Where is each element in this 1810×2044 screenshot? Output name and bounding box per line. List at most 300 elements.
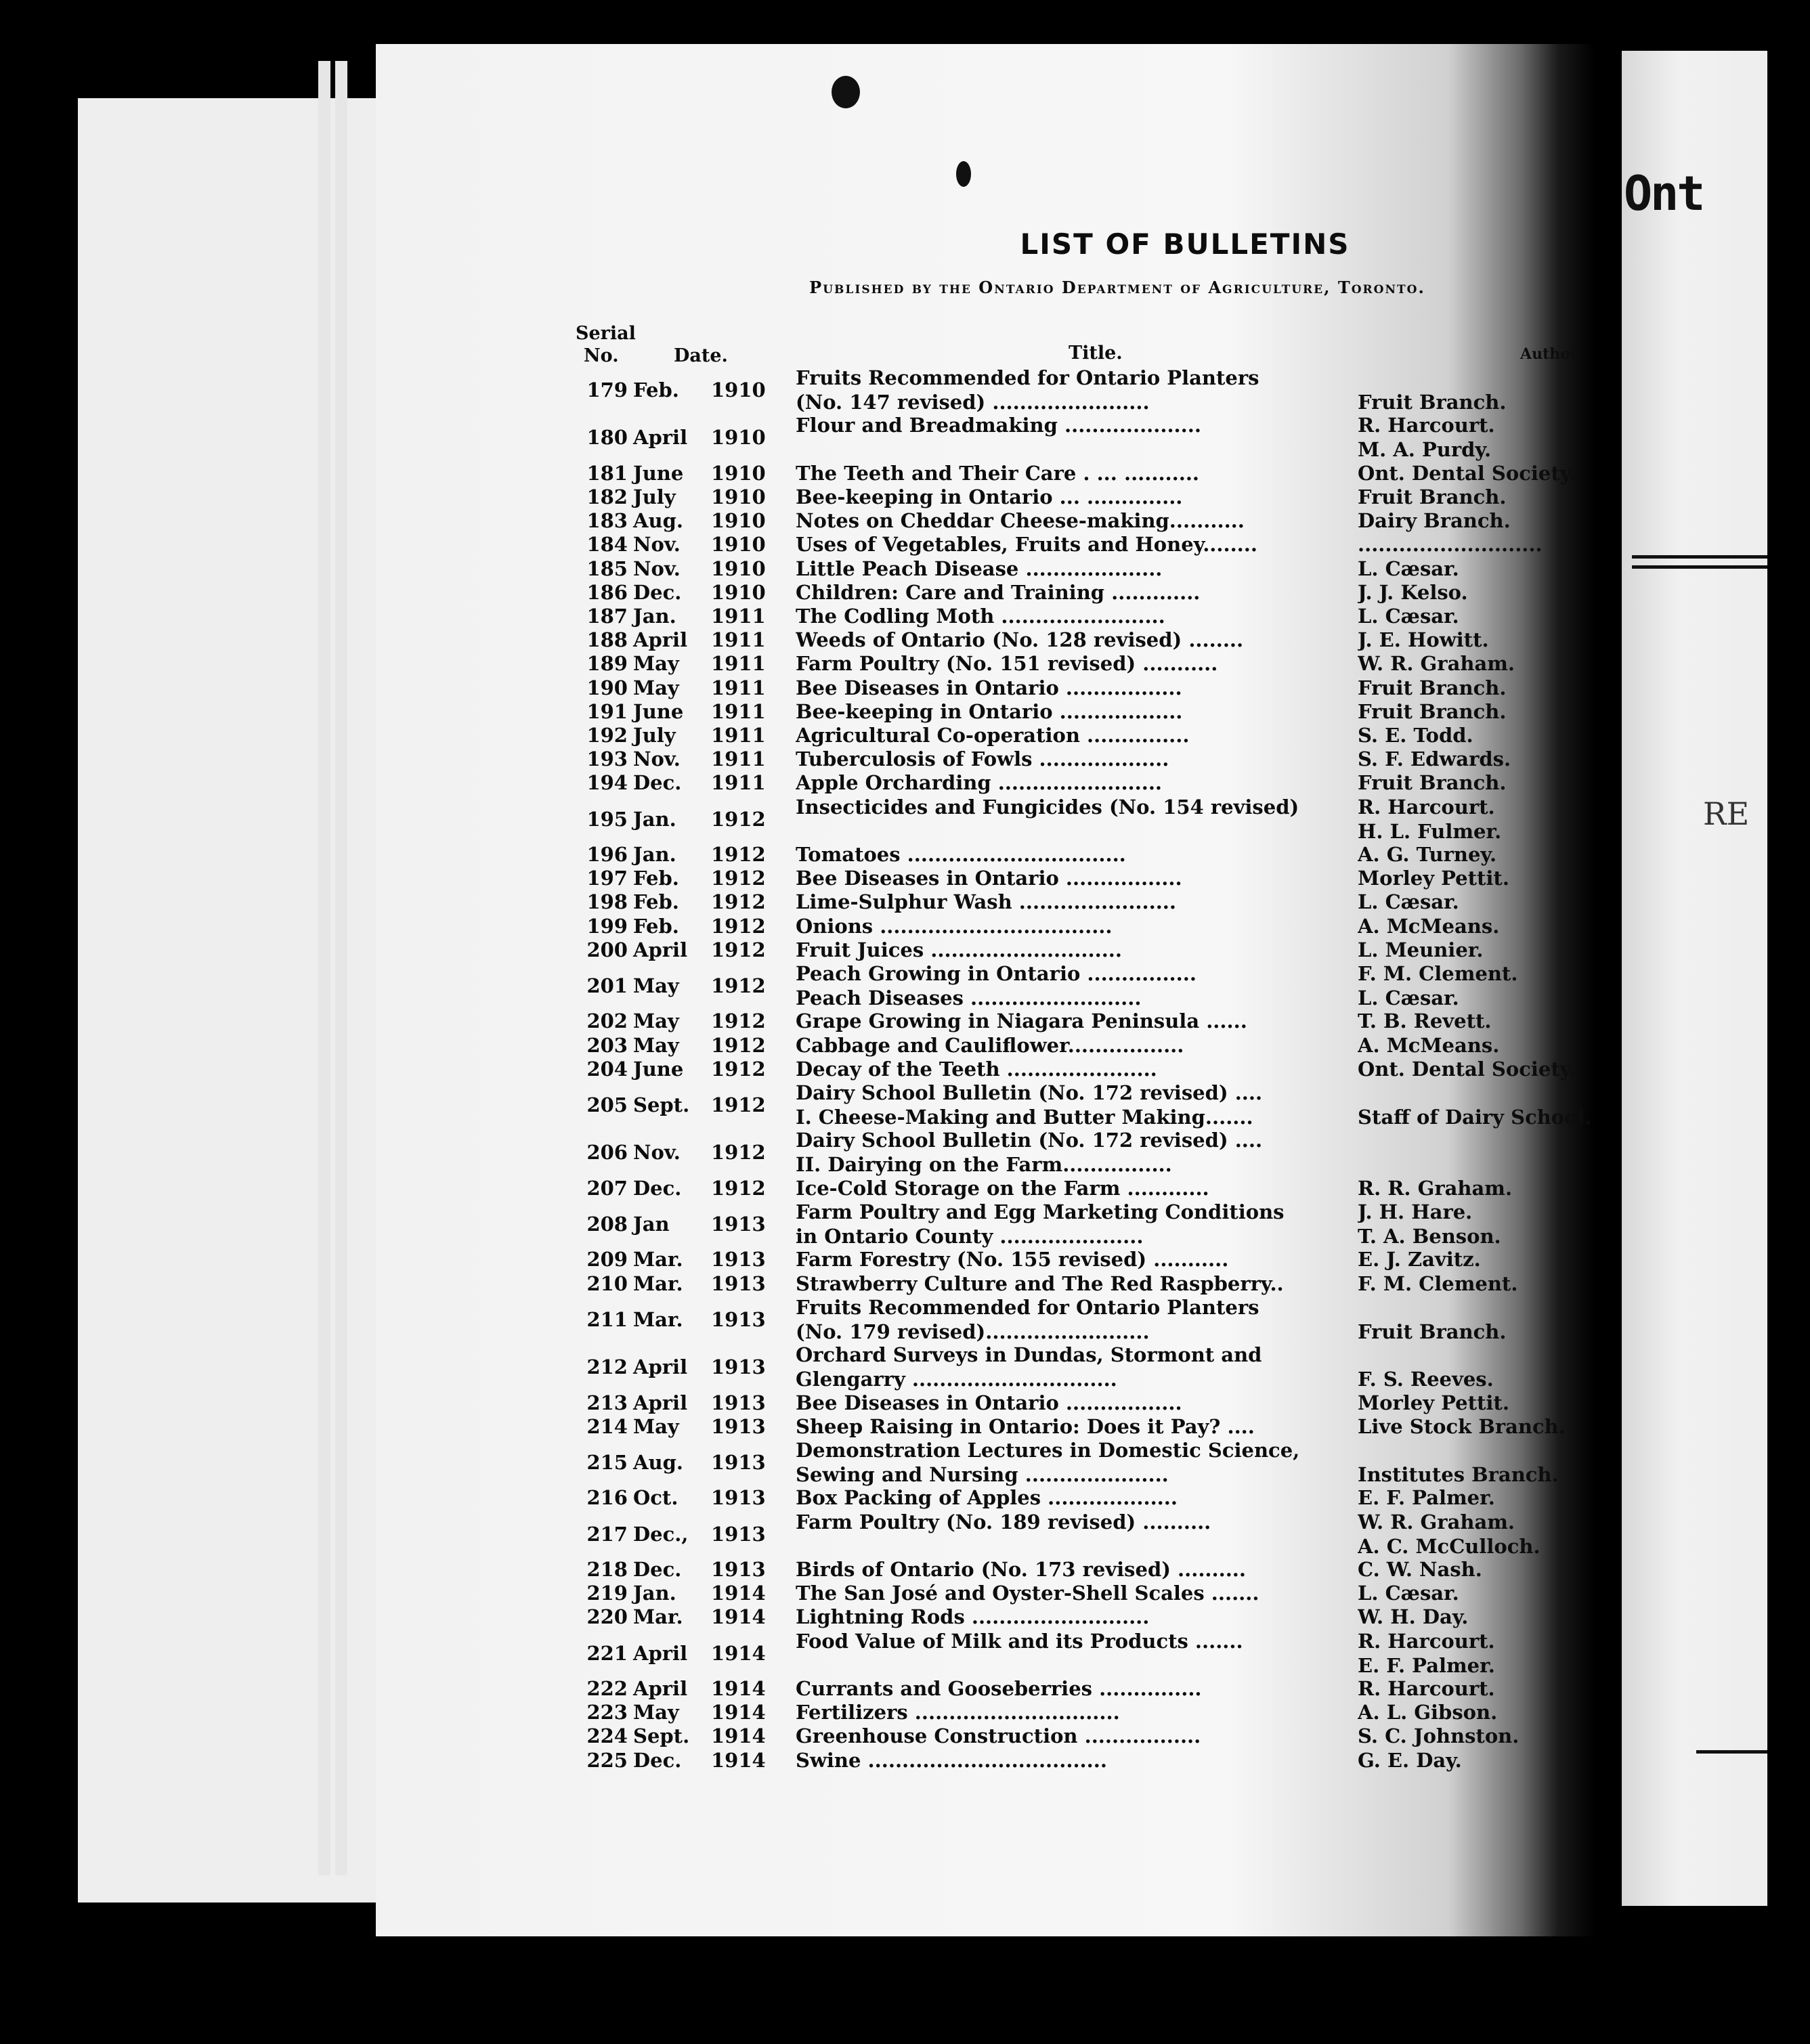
date-year: 1914 bbox=[711, 1582, 766, 1605]
date-year: 1913 bbox=[711, 1391, 766, 1414]
serial-number: 215 bbox=[586, 1451, 628, 1474]
bulletin-title: Demonstration Lectures in Domestic Science, bbox=[796, 1439, 1300, 1462]
date-year: 1914 bbox=[711, 1701, 766, 1724]
serial-number: 218 bbox=[586, 1558, 628, 1581]
date-year: 1912 bbox=[711, 867, 766, 890]
date-year: 1913 bbox=[711, 1486, 766, 1510]
bulletin-author: J. H. Hare. bbox=[1358, 1200, 1473, 1223]
bulletin-title: Fruits Recommended for Ontario Planters bbox=[796, 366, 1259, 389]
date-header: Date. bbox=[674, 345, 728, 366]
serial-number: 212 bbox=[586, 1355, 628, 1379]
bulletin-title: Onions .................................. bbox=[796, 914, 1113, 938]
date-year: 1910 bbox=[711, 533, 766, 557]
bulletin-row bbox=[0, 1557, 1810, 1582]
bulletin-title: Bee-keeping in Ontario ... .............. bbox=[796, 485, 1183, 508]
bulletin-author: L. Cæsar. bbox=[1358, 890, 1459, 914]
date-month: Dec. bbox=[633, 580, 682, 604]
bulletin-author: F. M. Clement. bbox=[1358, 1271, 1518, 1295]
serial-number: 179 bbox=[586, 378, 628, 401]
serial-number: 204 bbox=[586, 1057, 628, 1081]
date-month: Nov. bbox=[633, 747, 681, 771]
bulletin-author: G. E. Day. bbox=[1358, 1748, 1462, 1772]
serial-number: 202 bbox=[586, 1009, 628, 1033]
bulletin-author-line2: L. Cæsar. bbox=[1358, 986, 1459, 1009]
bulletin-title: Farm Forestry (No. 155 revised) ........... bbox=[796, 1248, 1229, 1271]
date-year: 1911 bbox=[711, 699, 766, 723]
bulletin-title: Birds of Ontario (No. 173 revised) .......... bbox=[796, 1558, 1247, 1581]
bulletin-author-line2: M. A. Purdy. bbox=[1358, 438, 1492, 462]
serial-number: 186 bbox=[586, 580, 628, 604]
date-month: Mar. bbox=[633, 1271, 683, 1295]
bulletin-title: Little Peach Disease .................... bbox=[796, 557, 1163, 580]
bulletin-author: Fruit Branch. bbox=[1358, 485, 1507, 508]
bulletin-author: R. Harcourt. bbox=[1358, 414, 1495, 437]
bulletin-author: F. M. Clement. bbox=[1358, 962, 1518, 985]
date-month: April bbox=[633, 426, 688, 450]
serial-number: 210 bbox=[586, 1271, 628, 1295]
bulletin-title: The San José and Oyster-Shell Scales ....... bbox=[796, 1582, 1259, 1605]
date-year: 1913 bbox=[711, 1558, 766, 1581]
bulletin-row bbox=[0, 1295, 1810, 1344]
bulletin-author: S. C. Johnston. bbox=[1358, 1724, 1520, 1748]
bulletin-title-line2: I. Cheese-Making and Butter Making....... bbox=[796, 1106, 1253, 1129]
bulletin-row bbox=[0, 532, 1810, 557]
bulletin-row bbox=[0, 1343, 1810, 1391]
bulletin-title: Insecticides and Fungicides (No. 154 revised) bbox=[796, 795, 1299, 819]
bulletin-title: Strawberry Culture and The Red Raspberry.. bbox=[796, 1271, 1284, 1295]
bulletin-title: Farm Poultry and Egg Marketing Conditions bbox=[796, 1200, 1285, 1223]
bulletin-row bbox=[0, 1510, 1810, 1559]
date-month: Feb. bbox=[633, 914, 679, 938]
bulletin-row bbox=[0, 1009, 1810, 1033]
bulletin-title: Flour and Breadmaking .................... bbox=[796, 414, 1201, 437]
serial-number: 203 bbox=[586, 1033, 628, 1057]
serial-number: 221 bbox=[586, 1641, 628, 1665]
date-year: 1913 bbox=[711, 1522, 766, 1546]
page-subtitle: Published by the Ontario Department of Agriculture, Toronto. bbox=[809, 278, 1425, 297]
bulletin-row bbox=[0, 1581, 1810, 1605]
bulletin-title-line2: Glengarry .............................. bbox=[796, 1368, 1117, 1391]
serial-number: 223 bbox=[586, 1701, 628, 1724]
serial-number: 200 bbox=[586, 938, 628, 961]
date-month: Jan. bbox=[633, 807, 676, 831]
bulletin-title: Fruits Recommended for Ontario Planters bbox=[796, 1295, 1259, 1319]
bulletin-title: Orchard Surveys in Dundas, Stormont and bbox=[796, 1343, 1262, 1367]
bulletin-author-line2: Fruit Branch. bbox=[1358, 391, 1507, 414]
date-year: 1912 bbox=[711, 890, 766, 914]
date-month: Nov. bbox=[633, 557, 681, 580]
bulletin-title: Bee Diseases in Ontario ................. bbox=[796, 867, 1182, 890]
date-month: Sept. bbox=[633, 1724, 690, 1748]
bulletin-author: R. Harcourt. bbox=[1358, 795, 1495, 819]
bulletin-title: Grape Growing in Niagara Peninsula ...... bbox=[796, 1009, 1247, 1033]
serial-number: 193 bbox=[586, 747, 628, 771]
bulletin-row bbox=[0, 604, 1810, 628]
date-month: Aug. bbox=[633, 1451, 683, 1474]
serial-number: 198 bbox=[586, 890, 628, 914]
bulletin-row bbox=[0, 1724, 1810, 1748]
bulletin-title: Decay of the Teeth ...................... bbox=[796, 1057, 1157, 1081]
date-year: 1911 bbox=[711, 628, 766, 652]
serial-number: 182 bbox=[586, 485, 628, 508]
bulletin-author: Fruit Branch. bbox=[1358, 699, 1507, 723]
date-year: 1913 bbox=[711, 1451, 766, 1474]
serial-number: 207 bbox=[586, 1176, 628, 1200]
bulletin-author: ........................... bbox=[1358, 533, 1543, 557]
bulletin-author: L. Cæsar. bbox=[1358, 1582, 1459, 1605]
serial-number: 188 bbox=[586, 628, 628, 652]
serial-number: 214 bbox=[586, 1414, 628, 1438]
date-year: 1912 bbox=[711, 1176, 766, 1200]
bulletin-author-line2: Staff of Dairy School. bbox=[1358, 1106, 1592, 1129]
date-month: April bbox=[633, 628, 688, 652]
serial-no-header: No. bbox=[584, 345, 619, 366]
serial-number: 206 bbox=[586, 1141, 628, 1165]
date-month: April bbox=[633, 1641, 688, 1665]
bulletin-title: Greenhouse Construction ................. bbox=[796, 1724, 1201, 1748]
bulletin-author-line2: T. A. Benson. bbox=[1358, 1225, 1501, 1248]
date-year: 1913 bbox=[711, 1307, 766, 1331]
bulletin-title: Sheep Raising in Ontario: Does it Pay? .... bbox=[796, 1414, 1255, 1438]
bulletin-title: Children: Care and Training ............. bbox=[796, 580, 1201, 604]
date-year: 1912 bbox=[711, 1057, 766, 1081]
bulletin-author: Fruit Branch. bbox=[1358, 771, 1507, 795]
serial-number: 201 bbox=[586, 974, 628, 997]
date-month: June bbox=[633, 461, 684, 485]
bulletin-title: Lime-Sulphur Wash ....................... bbox=[796, 890, 1177, 914]
bulletin-title: Lightning Rods .......................... bbox=[796, 1605, 1150, 1629]
bulletin-title: Weeds of Ontario (No. 128 revised) ........ bbox=[796, 628, 1244, 652]
date-year: 1910 bbox=[711, 580, 766, 604]
date-month: Nov. bbox=[633, 1141, 681, 1165]
date-month: Aug. bbox=[633, 509, 683, 533]
serial-number: 208 bbox=[586, 1213, 628, 1236]
bulletin-title: Notes on Cheddar Cheese-making........... bbox=[796, 509, 1245, 533]
bulletin-row bbox=[0, 461, 1810, 485]
bulletin-row bbox=[0, 866, 1810, 890]
serial-number: 211 bbox=[586, 1307, 628, 1331]
bulletin-row bbox=[0, 676, 1810, 700]
bulletin-author: R. Harcourt. bbox=[1358, 1629, 1495, 1653]
date-month: May bbox=[633, 1701, 679, 1724]
date-month: July bbox=[633, 724, 676, 747]
bulletin-author: Fruit Branch. bbox=[1358, 676, 1507, 699]
bulletin-author: L. Meunier. bbox=[1358, 938, 1484, 961]
bulletin-title: The Codling Moth ........................ bbox=[796, 605, 1165, 628]
serial-number: 217 bbox=[586, 1522, 628, 1546]
bulletin-row bbox=[0, 1057, 1810, 1081]
bulletin-row bbox=[0, 1271, 1810, 1296]
date-month: May bbox=[633, 676, 679, 699]
bulletin-row bbox=[0, 699, 1810, 724]
facing-page-heading: Ont bbox=[1624, 166, 1704, 221]
bulletin-author-line2: Fruit Branch. bbox=[1358, 1320, 1507, 1343]
bulletin-row bbox=[0, 723, 1810, 747]
bulletin-author: L. Cæsar. bbox=[1358, 557, 1459, 580]
date-year: 1912 bbox=[711, 914, 766, 938]
date-year: 1914 bbox=[711, 1748, 766, 1772]
bulletin-author: C. W. Nash. bbox=[1358, 1558, 1482, 1581]
date-month: May bbox=[633, 1033, 679, 1057]
bulletin-row bbox=[0, 628, 1810, 652]
bulletin-row bbox=[0, 508, 1810, 533]
bulletin-author: S. E. Todd. bbox=[1358, 724, 1473, 747]
serial-number: 181 bbox=[586, 461, 628, 485]
bulletin-title: Bee Diseases in Ontario ................. bbox=[796, 1391, 1182, 1414]
bulletin-row bbox=[0, 1748, 1810, 1773]
title-header: Title. bbox=[1069, 343, 1123, 364]
bulletin-row bbox=[0, 557, 1810, 581]
bulletin-author-line2: F. S. Reeves. bbox=[1358, 1368, 1494, 1391]
bulletin-title: Uses of Vegetables, Fruits and Honey........ bbox=[796, 533, 1257, 557]
date-year: 1910 bbox=[711, 461, 766, 485]
bulletin-title: Fertilizers .............................. bbox=[796, 1701, 1120, 1724]
bulletin-author: A. L. Gibson. bbox=[1358, 1701, 1498, 1724]
bulletin-row bbox=[0, 747, 1810, 771]
date-year: 1914 bbox=[711, 1641, 766, 1665]
bulletin-row bbox=[0, 366, 1810, 414]
bulletin-row bbox=[0, 938, 1810, 962]
date-year: 1911 bbox=[711, 771, 766, 795]
serial-number: 196 bbox=[586, 843, 628, 866]
bulletin-row bbox=[0, 1128, 1810, 1177]
date-month: April bbox=[633, 1391, 688, 1414]
date-year: 1910 bbox=[711, 557, 766, 580]
date-year: 1912 bbox=[711, 938, 766, 961]
serial-number: 216 bbox=[586, 1486, 628, 1510]
date-year: 1913 bbox=[711, 1355, 766, 1379]
date-month: Feb. bbox=[633, 890, 679, 914]
bulletin-author-line2: H. L. Fulmer. bbox=[1358, 819, 1502, 843]
bulletin-row bbox=[0, 1676, 1810, 1701]
date-year: 1913 bbox=[711, 1271, 766, 1295]
bulletin-author-line2: A. C. McCulloch. bbox=[1358, 1534, 1540, 1558]
bulletin-author: A. G. Turney. bbox=[1358, 843, 1497, 866]
bulletin-row bbox=[0, 651, 1810, 676]
bulletin-title: Bee Diseases in Ontario ................. bbox=[796, 676, 1182, 699]
date-month: Dec. bbox=[633, 771, 682, 795]
bulletin-title-line2: II. Dairying on the Farm................ bbox=[796, 1153, 1172, 1177]
date-year: 1911 bbox=[711, 605, 766, 628]
date-month: April bbox=[633, 1677, 688, 1700]
bulletin-title: The Teeth and Their Care . ... ........... bbox=[796, 461, 1200, 485]
bulletin-row bbox=[0, 1438, 1810, 1487]
date-year: 1914 bbox=[711, 1724, 766, 1748]
bulletin-title: Ice-Cold Storage on the Farm ............ bbox=[796, 1176, 1209, 1200]
date-year: 1914 bbox=[711, 1605, 766, 1629]
bulletin-row bbox=[0, 1414, 1810, 1439]
bulletin-row bbox=[0, 1081, 1810, 1129]
bulletin-title: Swine ................................... bbox=[796, 1748, 1107, 1772]
serial-number: 183 bbox=[586, 509, 628, 533]
date-year: 1911 bbox=[711, 747, 766, 771]
bulletin-author: R. R. Graham. bbox=[1358, 1176, 1513, 1200]
serial-number: 185 bbox=[586, 557, 628, 580]
date-month: Dec., bbox=[633, 1522, 689, 1546]
serial-number: 213 bbox=[586, 1391, 628, 1414]
bulletin-row bbox=[0, 485, 1810, 509]
serial-number: 180 bbox=[586, 426, 628, 450]
bulletin-author: J. E. Howitt. bbox=[1358, 628, 1489, 652]
bulletin-author: T. B. Revett. bbox=[1358, 1009, 1492, 1033]
date-month: April bbox=[633, 1355, 688, 1379]
serial-number: 194 bbox=[586, 771, 628, 795]
bulletin-author: E. J. Zavitz. bbox=[1358, 1248, 1481, 1271]
date-year: 1912 bbox=[711, 1141, 766, 1165]
serial-number: 184 bbox=[586, 533, 628, 557]
date-month: Jan bbox=[633, 1213, 670, 1236]
date-month: April bbox=[633, 938, 688, 961]
serial-number: 192 bbox=[586, 724, 628, 747]
date-month: Mar. bbox=[633, 1307, 683, 1331]
serial-number: 205 bbox=[586, 1093, 628, 1116]
author-header: Author. bbox=[1520, 345, 1582, 363]
bulletin-row bbox=[0, 1629, 1810, 1678]
bulletin-row bbox=[0, 890, 1810, 914]
date-month: Jan. bbox=[633, 1582, 676, 1605]
bulletin-title: Bee-keeping in Ontario .................. bbox=[796, 699, 1183, 723]
bulletin-author: W. R. Graham. bbox=[1358, 1510, 1515, 1534]
bulletin-author: W. R. Graham. bbox=[1358, 652, 1515, 676]
date-month: May bbox=[633, 1414, 679, 1438]
bulletin-author: A. McMeans. bbox=[1358, 914, 1500, 938]
date-year: 1912 bbox=[711, 1009, 766, 1033]
bulletin-row bbox=[0, 914, 1810, 938]
date-year: 1913 bbox=[711, 1213, 766, 1236]
date-month: Sept. bbox=[633, 1093, 690, 1116]
serial-number: 220 bbox=[586, 1605, 628, 1629]
date-month: May bbox=[633, 974, 679, 997]
serial-number: 224 bbox=[586, 1724, 628, 1748]
bulletin-author-line2: E. F. Palmer. bbox=[1358, 1653, 1495, 1677]
bulletin-author: Live Stock Branch. bbox=[1358, 1414, 1566, 1438]
bulletin-row bbox=[0, 580, 1810, 605]
bulletin-author: J. J. Kelso. bbox=[1358, 580, 1468, 604]
date-month: Mar. bbox=[633, 1605, 683, 1629]
bulletin-row bbox=[0, 1200, 1810, 1248]
serial-number: 209 bbox=[586, 1248, 628, 1271]
date-year: 1912 bbox=[711, 974, 766, 997]
bulletin-author: Ont. Dental Society. bbox=[1358, 461, 1576, 485]
bulletin-title: Food Value of Milk and its Products ....... bbox=[796, 1629, 1243, 1653]
bulletin-row bbox=[0, 842, 1810, 867]
bulletin-title-line2: (No. 179 revised)........................ bbox=[796, 1320, 1150, 1343]
bulletin-author: R. Harcourt. bbox=[1358, 1677, 1495, 1700]
date-month: Dec. bbox=[633, 1558, 682, 1581]
date-month: May bbox=[633, 1009, 679, 1033]
bulletin-author: W. H. Day. bbox=[1358, 1605, 1469, 1629]
date-year: 1910 bbox=[711, 509, 766, 533]
bulletin-title-line2: (No. 147 revised) ....................... bbox=[796, 391, 1150, 414]
serial-number: 195 bbox=[586, 807, 628, 831]
serial-number: 222 bbox=[586, 1677, 628, 1700]
serial-number: 191 bbox=[586, 699, 628, 723]
bulletin-title-line2: in Ontario County ..................... bbox=[796, 1225, 1144, 1248]
bulletin-title: Farm Poultry (No. 189 revised) .......... bbox=[796, 1510, 1211, 1534]
bulletin-title: Agricultural Co-operation ............... bbox=[796, 724, 1190, 747]
date-year: 1910 bbox=[711, 485, 766, 508]
date-month: June bbox=[633, 1057, 684, 1081]
date-year: 1912 bbox=[711, 843, 766, 866]
bulletin-row bbox=[0, 961, 1810, 1010]
date-month: Dec. bbox=[633, 1748, 682, 1772]
date-year: 1911 bbox=[711, 724, 766, 747]
bulletin-row bbox=[0, 1176, 1810, 1200]
date-year: 1912 bbox=[711, 1033, 766, 1057]
date-month: Oct. bbox=[633, 1486, 678, 1510]
date-month: Mar. bbox=[633, 1248, 683, 1271]
serial-number: 197 bbox=[586, 867, 628, 890]
bulletin-title: Dairy School Bulletin (No. 172 revised) .... bbox=[796, 1129, 1263, 1152]
date-month: Feb. bbox=[633, 378, 679, 401]
bulletin-row bbox=[0, 770, 1810, 795]
bulletin-row bbox=[0, 1391, 1810, 1415]
bulletin-title: Peach Growing in Ontario ................ bbox=[796, 962, 1197, 985]
serial-header: Serial bbox=[576, 323, 636, 344]
date-year: 1913 bbox=[711, 1414, 766, 1438]
date-year: 1913 bbox=[711, 1248, 766, 1271]
bulletin-title: Tuberculosis of Fowls ................... bbox=[796, 747, 1169, 771]
bulletin-author: L. Cæsar. bbox=[1358, 605, 1459, 628]
date-month: May bbox=[633, 652, 679, 676]
serial-number: 225 bbox=[586, 1748, 628, 1772]
serial-number: 199 bbox=[586, 914, 628, 938]
date-year: 1911 bbox=[711, 676, 766, 699]
date-month: June bbox=[633, 699, 684, 723]
serial-number: 190 bbox=[586, 676, 628, 699]
bulletin-title: Currants and Gooseberries ............... bbox=[796, 1677, 1202, 1700]
date-month: Jan. bbox=[633, 843, 676, 866]
bulletin-row bbox=[0, 1033, 1810, 1058]
page-title: LIST OF BULLETINS bbox=[1020, 227, 1350, 261]
date-year: 1914 bbox=[711, 1677, 766, 1700]
date-year: 1911 bbox=[711, 652, 766, 676]
serial-number: 189 bbox=[586, 652, 628, 676]
bulletin-row bbox=[0, 1700, 1810, 1724]
bulletin-author: A. McMeans. bbox=[1358, 1033, 1500, 1057]
date-month: July bbox=[633, 485, 676, 508]
date-month: Jan. bbox=[633, 605, 676, 628]
date-year: 1912 bbox=[711, 1093, 766, 1116]
bulletin-author: Ont. Dental Society. bbox=[1358, 1057, 1576, 1081]
bulletin-title-line2: Peach Diseases ......................... bbox=[796, 986, 1142, 1009]
bulletin-title: Farm Poultry (No. 151 revised) ........... bbox=[796, 652, 1218, 676]
bulletin-row bbox=[0, 1605, 1810, 1629]
bulletin-author-line2: Institutes Branch. bbox=[1358, 1463, 1559, 1486]
bulletin-author: Morley Pettit. bbox=[1358, 1391, 1509, 1414]
serial-number: 187 bbox=[586, 605, 628, 628]
bulletin-row bbox=[0, 1247, 1810, 1271]
bulletin-author: Morley Pettit. bbox=[1358, 867, 1509, 890]
bulletin-title: Apple Orcharding ........................ bbox=[796, 771, 1163, 795]
bulletin-row bbox=[0, 1485, 1810, 1510]
date-year: 1910 bbox=[711, 426, 766, 450]
bulletin-title: Box Packing of Apples ................... bbox=[796, 1486, 1178, 1510]
bulletin-author: E. F. Palmer. bbox=[1358, 1486, 1495, 1510]
bulletin-title: Cabbage and Cauliflower................. bbox=[796, 1033, 1184, 1057]
date-month: Nov. bbox=[633, 533, 681, 557]
bulletin-title-line2: Sewing and Nursing ..................... bbox=[796, 1463, 1169, 1486]
date-month: Feb. bbox=[633, 867, 679, 890]
bulletin-title: Fruit Juices ............................ bbox=[796, 938, 1122, 961]
bulletin-author: Dairy Branch. bbox=[1358, 509, 1511, 533]
date-month: Dec. bbox=[633, 1176, 682, 1200]
serial-number: 219 bbox=[586, 1582, 628, 1605]
bulletin-row bbox=[0, 413, 1810, 462]
date-year: 1910 bbox=[711, 378, 766, 401]
facing-page-letters: RE bbox=[1703, 796, 1750, 832]
bulletin-title: Dairy School Bulletin (No. 172 revised) .... bbox=[796, 1081, 1263, 1104]
